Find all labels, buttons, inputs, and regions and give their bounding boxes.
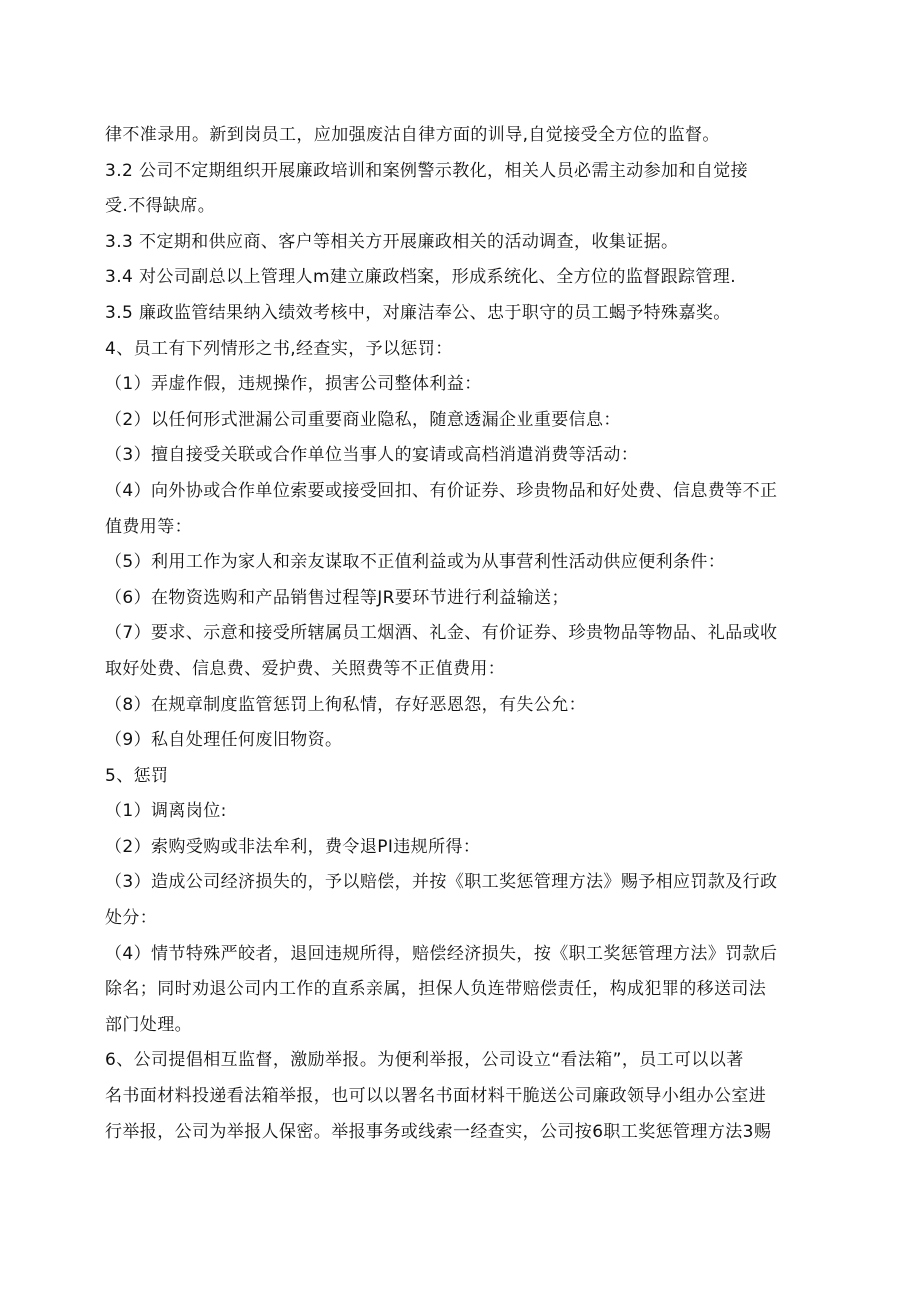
section-heading: 5、惩罚 xyxy=(105,765,169,786)
list-item-continuation: 处分： xyxy=(105,908,158,929)
list-item-continuation: 除名；同时劝退公司内工作的直系亲属，担保人负连带赔偿责任，构成犯罪的移送司法 xyxy=(105,979,767,1000)
list-item-continuation: 值费用等： xyxy=(105,516,192,537)
list-item: （2）以任何形式泄漏公司重要商业隐私，随意透漏企业重要信息： xyxy=(105,409,621,430)
list-item: （7）要求、示意和接受所辖属员工烟酒、礼金、有价证券、珍贵物品等物品、礼品或收 xyxy=(105,623,778,644)
text-line: 律不准录用。新到岗员工，应加强废沽自律方面的训导,自觉接受全方位的监督。 xyxy=(105,125,720,145)
list-item-continuation: 部门处理。 xyxy=(105,1014,192,1035)
list-item: （4）向外协或合作单位索要或接受回扣、有价证券、珍贵物品和好处费、信息费等不正 xyxy=(105,480,778,501)
list-item: （3）擅自接受关联或合作单位当事人的宴请或高档消遣消费等活动： xyxy=(105,445,639,466)
text-line: 3.5 廉政监管结果纳入绩效考核中，对廉洁奉公、忠于职守的员工蝎予特殊嘉奖。 xyxy=(105,302,731,323)
text-line: 3.3 不定期和供应商、客户等相关方开展廉政相关的活动调查，收集证据。 xyxy=(105,231,679,252)
list-item: （6）在物资选购和产品销售过程等JR要环节进行利益输送； xyxy=(105,587,569,608)
list-item: （9）私自处理任何废旧物资。 xyxy=(105,730,343,751)
list-item: （8）在规章制度监管惩罚上徇私情，存好恶恩怨，有失公允： xyxy=(105,694,587,715)
list-item: （3）造成公司经济损失的，予以赔偿，并按《职工奖惩管理方法》赐予相应罚款及行政 xyxy=(105,872,778,893)
section-heading: 4、员工有下列情形之书,经查实，予以惩罚： xyxy=(105,338,453,359)
text-line: 受.不得缺席。 xyxy=(105,196,216,217)
list-item: （1）调离岗位: xyxy=(105,801,227,822)
list-item: （1）弄虚作假，违规操作，损害公司整体利益： xyxy=(105,374,482,395)
list-item: （2）索购受购或非法牟利，费令退PI违规所得： xyxy=(105,836,481,857)
text-line: 3.2 公司不定期组织开展廉政培训和案例警示教化，相关人员必需主动参加和自觉接 xyxy=(105,160,749,181)
text-line: 行举报，公司为举报人保密。举报事务或线索一经查实，公司按6职工奖惩管理方法3赐 xyxy=(105,1121,772,1142)
text-line: 3.4 对公司副总以上管理人m建立廉政档案，形成系统化、全方位的监督跟踪管理. xyxy=(105,267,737,288)
list-item-continuation: 取好处费、信息费、爱护费、关照费等不正值费用： xyxy=(105,658,506,679)
document-body xyxy=(105,118,825,1150)
text-line: 名书面材料投递看法箱举报，也可以以署名书面材料干脆送公司廉政领导小组办公室进 xyxy=(105,1086,767,1107)
list-item: （5）利用工作为家人和亲友谋取不正值利益或为从事营利性活动供应便利条件： xyxy=(105,552,726,573)
section-heading: 6、公司提倡相互监督，激励举报。为便利举报，公司设立“看法箱”，员工可以以著 xyxy=(105,1050,744,1071)
list-item: （4）情节特殊严皎者，退回违规所得，赔偿经济损失，按《职工奖惩管理方法》罚款后 xyxy=(105,943,778,964)
